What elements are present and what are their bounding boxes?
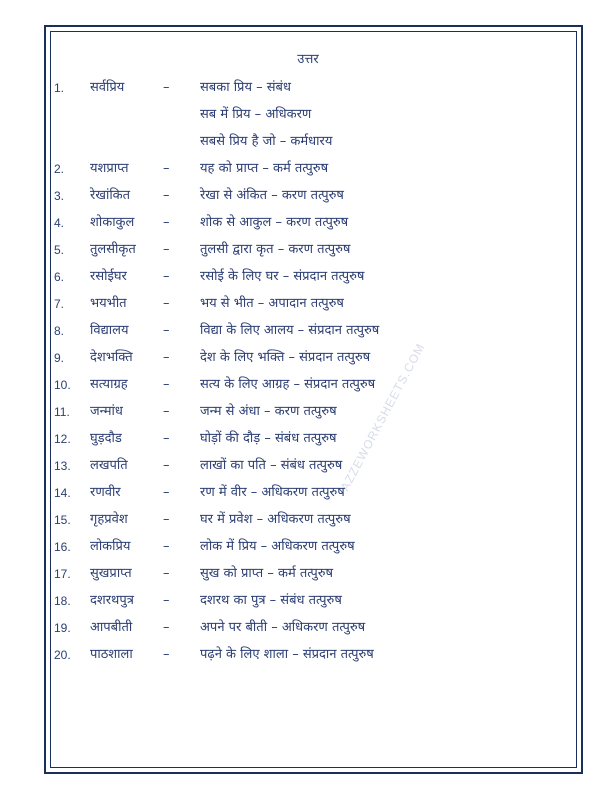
answer-text: सुख को प्राप्त – कर्म तत्पुरुष — [200, 566, 334, 581]
answer-text: लाखों का पति – संबंध तत्पुरुष — [200, 458, 343, 473]
answer-row — [0, 294, 600, 314]
answer-text: रण में वीर – अधिकरण तत्पुरुष — [200, 485, 345, 500]
compound-word: जन्मांध — [90, 404, 123, 419]
separator-dash: – — [163, 215, 170, 230]
answer-row — [0, 429, 600, 449]
separator-dash: – — [163, 512, 170, 527]
item-number: 4. — [54, 216, 65, 230]
answer-row — [0, 186, 600, 206]
item-number: 9. — [54, 351, 65, 365]
answer-row — [0, 375, 600, 395]
compound-word: दशरथपुत्र — [90, 593, 134, 608]
answer-text: यह को प्राप्त – कर्म तत्पुरुष — [200, 161, 329, 176]
answer-row — [0, 537, 600, 557]
separator-dash: – — [163, 188, 170, 203]
item-number: 10. — [54, 378, 71, 392]
compound-word: सर्वप्रिय — [90, 80, 125, 95]
compound-word: लखपति — [90, 458, 128, 473]
separator-dash: – — [163, 458, 170, 473]
item-number: 5. — [54, 243, 65, 257]
separator-dash: – — [163, 323, 170, 338]
compound-word: तुलसीकृत — [90, 242, 136, 257]
answer-text: घोड़ों की दौड़ – संबंध तत्पुरुष — [200, 431, 337, 446]
item-number: 2. — [54, 162, 65, 176]
item-number: 1. — [54, 81, 65, 95]
answer-text: जन्म से अंधा – करण तत्पुरुष — [200, 404, 337, 419]
answer-text: सब में प्रिय – अधिकरण — [200, 107, 312, 122]
compound-word: यशप्राप्त — [90, 161, 129, 176]
item-number: 13. — [54, 459, 71, 473]
item-number: 20. — [54, 648, 71, 662]
answer-row — [0, 591, 600, 611]
answer-row — [0, 321, 600, 341]
separator-dash: – — [163, 377, 170, 392]
answer-row — [0, 510, 600, 530]
answer-row — [0, 483, 600, 503]
answer-row — [0, 105, 600, 125]
item-number: 18. — [54, 594, 71, 608]
watermark: AZZEWORKSHEETS.COM — [337, 340, 428, 494]
compound-word: गृहप्रवेश — [90, 512, 128, 527]
separator-dash: – — [163, 431, 170, 446]
separator-dash: – — [163, 566, 170, 581]
answer-text: अपने पर बीती – अधिकरण तत्पुरुष — [200, 620, 366, 635]
answer-row — [0, 618, 600, 638]
answer-text: विद्या के लिए आलय – संप्रदान तत्पुरुष — [200, 323, 380, 338]
separator-dash: – — [163, 269, 170, 284]
compound-word: रणवीर — [90, 485, 121, 500]
answer-row — [0, 348, 600, 368]
separator-dash: – — [163, 242, 170, 257]
answer-text: शोक से आकुल – करण तत्पुरुष — [200, 215, 349, 230]
compound-word: रेखांकित — [90, 188, 131, 203]
answer-row — [0, 267, 600, 287]
compound-word: लोकप्रिय — [90, 539, 131, 554]
separator-dash: – — [163, 647, 170, 662]
item-number: 6. — [54, 270, 65, 284]
answer-row — [0, 564, 600, 584]
item-number: 3. — [54, 189, 65, 203]
item-number: 14. — [54, 486, 71, 500]
item-number: 8. — [54, 324, 65, 338]
item-number: 7. — [54, 297, 65, 311]
item-number: 17. — [54, 567, 71, 581]
compound-word: सत्याग्रह — [90, 377, 128, 392]
item-number: 16. — [54, 540, 71, 554]
item-number: 11. — [54, 405, 70, 419]
answer-text: रसोई के लिए घर – संप्रदान तत्पुरुष — [200, 269, 365, 284]
answer-text: सत्य के लिए आग्रह – संप्रदान तत्पुरुष — [200, 377, 376, 392]
answer-row — [0, 159, 600, 179]
separator-dash: – — [163, 485, 170, 500]
answer-text: घर में प्रवेश – अधिकरण तत्पुरुष — [200, 512, 351, 527]
answer-text: तुलसी द्वारा कृत – करण तत्पुरुष — [200, 242, 351, 257]
compound-word: घुड़दौड — [90, 431, 122, 446]
compound-word: रसोईघर — [90, 269, 127, 284]
answer-text: सबसे प्रिय है जो – कर्मधारय — [200, 134, 333, 149]
separator-dash: – — [163, 404, 170, 419]
answer-row — [0, 456, 600, 476]
compound-word: देशभक्ति — [90, 350, 133, 365]
compound-word: सुखप्राप्त — [90, 566, 132, 581]
compound-word: पाठशाला — [90, 647, 133, 662]
answer-row — [0, 645, 600, 665]
compound-word: विद्यालय — [90, 323, 129, 338]
item-number: 15. — [54, 513, 71, 527]
answer-text: देश के लिए भक्ति – संप्रदान तत्पुरुष — [200, 350, 371, 365]
separator-dash: – — [163, 350, 170, 365]
answer-row — [0, 213, 600, 233]
separator-dash: – — [163, 539, 170, 554]
compound-word: भयभीत — [90, 296, 127, 311]
answer-row — [0, 132, 600, 152]
item-number: 12. — [54, 432, 71, 446]
answer-row — [0, 78, 600, 98]
answer-text: भय से भीत – अपादान तत्पुरुष — [200, 296, 344, 311]
answer-text: पढ़ने के लिए शाला – संप्रदान तत्पुरुष — [200, 647, 374, 662]
answer-text: दशरथ का पुत्र – संबंध तत्पुरुष — [200, 593, 342, 608]
answer-row — [0, 240, 600, 260]
separator-dash: – — [163, 161, 170, 176]
separator-dash: – — [163, 80, 170, 95]
separator-dash: – — [163, 296, 170, 311]
answer-text: रेखा से अंकित – करण तत्पुरुष — [200, 188, 344, 203]
answer-text: लोक में प्रिय – अधिकरण तत्पुरुष — [200, 539, 355, 554]
compound-word: शोकाकुल — [90, 215, 135, 230]
page-heading: उत्तर — [297, 52, 319, 67]
separator-dash: – — [163, 593, 170, 608]
compound-word: आपबीती — [90, 620, 133, 635]
item-number: 19. — [54, 621, 71, 635]
answer-text: सबका प्रिय – संबंध — [200, 80, 291, 95]
answer-row — [0, 402, 600, 422]
separator-dash: – — [163, 620, 170, 635]
